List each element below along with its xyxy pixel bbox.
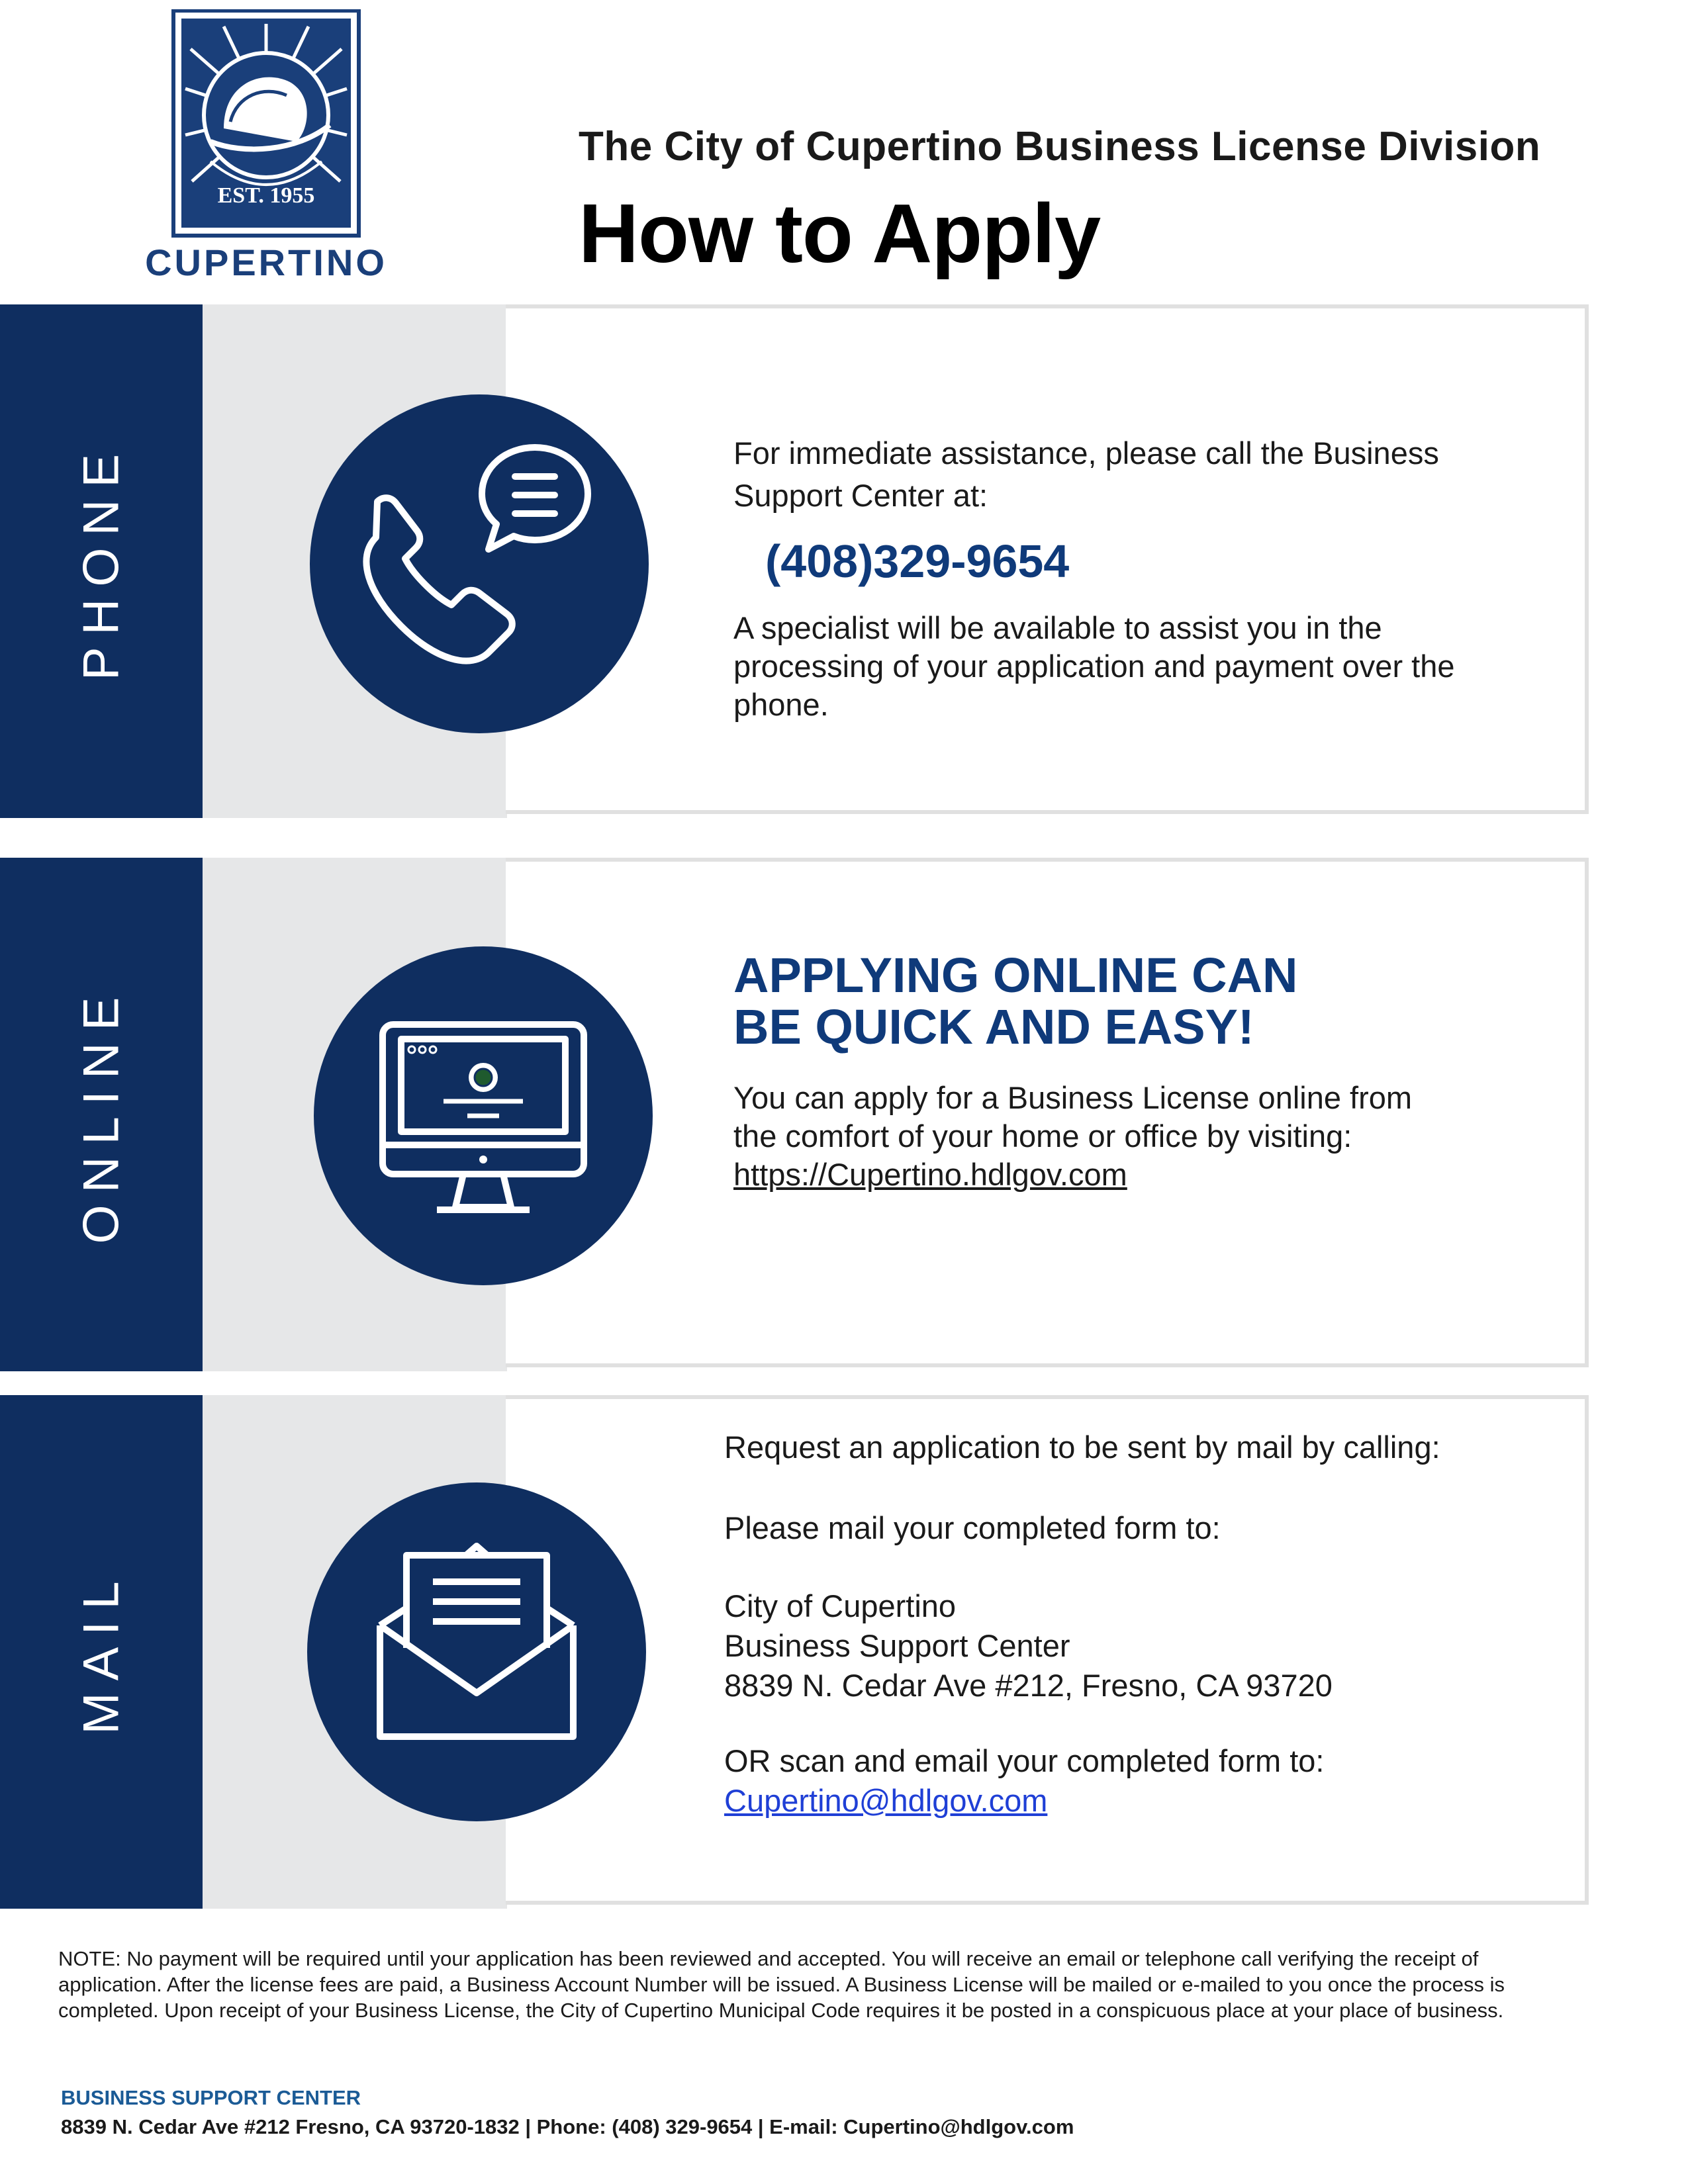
envelope-letter-icon <box>307 1482 646 1821</box>
computer-monitor-icon <box>314 946 653 1285</box>
page-title: How to Apply <box>579 187 1101 280</box>
mail-email-link[interactable]: Cupertino@hdlgov.com <box>724 1783 1048 1818</box>
phone-side-bar <box>0 304 203 818</box>
phone-desc-line-1: A specialist will be available to assist you in the <box>733 610 1382 645</box>
footer-contact-info: 8839 N. Cedar Ave #212 Fresno, CA 93720-1832 | Phone: (408) 329-9654 | E-mail: Cupertino@hdlgov.com <box>61 2115 1074 2138</box>
online-headline-line-1: APPLYING ONLINE CAN <box>733 948 1298 1003</box>
online-desc-line-2: the comfort of your home or office by visiting: <box>733 1118 1352 1154</box>
mail-instructions-text: Please mail your completed form to: <box>724 1510 1221 1545</box>
mail-address-line-1: City of Cupertino <box>724 1588 957 1623</box>
online-section-label: ONLINE <box>73 985 130 1244</box>
mail-request-text: Request an application to be sent by mail by calling: <box>724 1430 1440 1465</box>
online-headline-line-2: BE QUICK AND EASY! <box>733 999 1254 1054</box>
mail-address-line-3: 8839 N. Cedar Ave #212, Fresno, CA 93720 <box>724 1668 1333 1703</box>
mail-address-line-2: Business Support Center <box>724 1628 1070 1663</box>
cupertino-logo <box>131 9 402 287</box>
online-side-bar <box>0 858 203 1371</box>
page-subtitle: The City of Cupertino Business License Division <box>579 124 1541 169</box>
online-section <box>0 858 1593 1371</box>
mail-section-label: MAIL <box>73 1569 130 1735</box>
online-desc-line-1: You can apply for a Business License online from <box>733 1080 1413 1115</box>
phone-intro-line-2: Support Center at: <box>733 478 988 513</box>
online-application-link[interactable]: https://Cupertino.hdlgov.com <box>733 1157 1127 1192</box>
mail-email-instructions: OR scan and email your completed form to: <box>724 1743 1325 1778</box>
phone-chat-icon <box>310 394 649 733</box>
phone-number[interactable]: (408)329-9654 <box>765 535 1070 587</box>
online-icon-circle <box>314 946 653 1285</box>
logo-est-text: EST. 1955 <box>217 183 315 208</box>
note-line-2: application. After the license fees are paid, a Business Account Number will be issued. A Business License will be mailed or e-mailed to you once the process is <box>58 1973 1505 1996</box>
phone-section <box>0 304 1593 818</box>
phone-intro-line-1: For immediate assistance, please call the Business <box>733 435 1439 471</box>
mail-side-bar <box>0 1395 203 1909</box>
phone-icon-circle <box>310 394 649 733</box>
note-line-3: completed. Upon receipt of your Business License, the City of Cupertino Municipal Code requires it be posted in a conspicuous place at your place of business. <box>58 1999 1504 2022</box>
phone-desc-line-3: phone. <box>733 687 829 722</box>
footer-title: BUSINESS SUPPORT CENTER <box>61 2086 361 2109</box>
cupertino-seal-icon <box>131 9 402 287</box>
phone-desc-line-2: processing of your application and payment over the <box>733 649 1455 684</box>
mail-icon-circle <box>307 1482 646 1821</box>
note-line-1: NOTE: No payment will be required until your application has been reviewed and accepted. You will receive an email or telephone call verifying the receipt of <box>58 1947 1479 1970</box>
phone-section-label: PHONE <box>73 441 130 681</box>
mail-section <box>0 1395 1593 1909</box>
logo-wordmark: CUPERTINO <box>145 242 387 283</box>
payment-note <box>58 1946 1634 2023</box>
